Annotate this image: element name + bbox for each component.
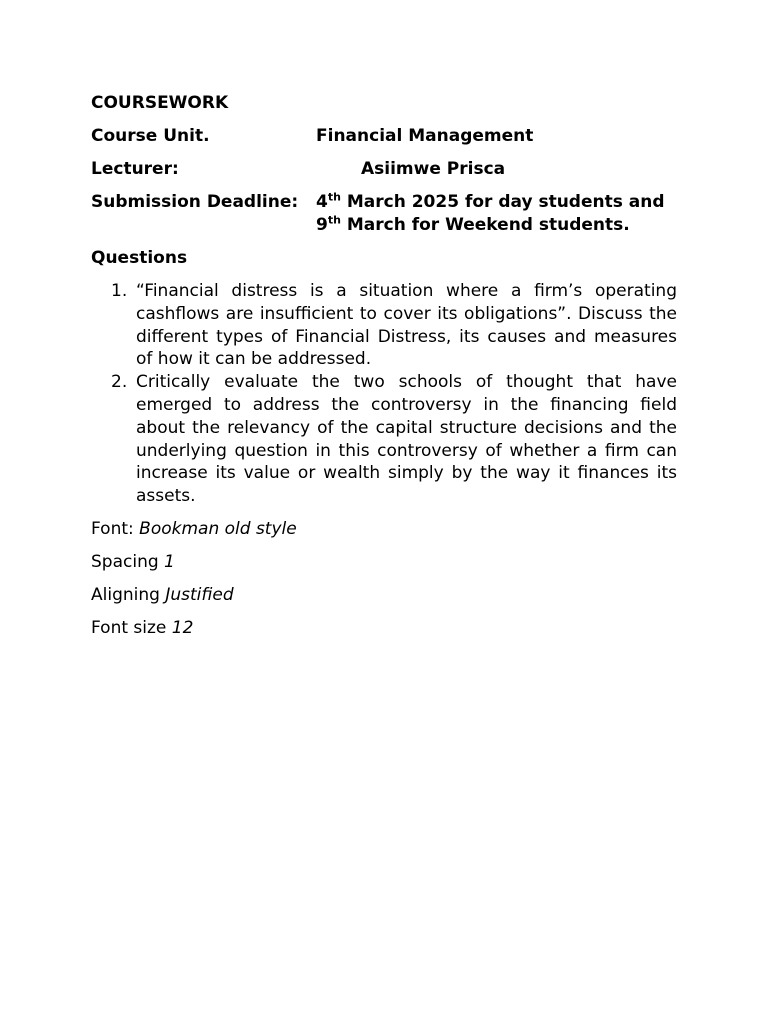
format-font-size-value: 12 (171, 617, 194, 638)
deadline-row (91, 191, 677, 237)
lecturer-label: Lecturer: (91, 159, 179, 179)
lecturer-row (91, 158, 677, 181)
format-spacing-label: Spacing (91, 551, 165, 572)
deadline-day-text: March 2025 for day students and (340, 192, 665, 212)
format-alignment (91, 584, 677, 607)
question-item (91, 371, 677, 508)
format-font-value: Bookman old style (139, 518, 297, 539)
lecturer-value: Asiimwe Prisca (361, 159, 506, 179)
format-alignment-label: Aligning (91, 584, 166, 605)
questions-list (91, 280, 677, 508)
course-unit-value: Financial Management (316, 126, 534, 146)
deadline-day-date: 4 (316, 192, 328, 212)
question-number: 2. (111, 372, 128, 393)
format-font-label: Font: (91, 518, 140, 539)
format-spacing-value: 1 (164, 551, 175, 572)
question-text: “Financial distress is a situation where a firm’s operating cashflows are insufficient to cover its obligations”. Discuss the different types of Financial Distress, its causes and measures of how it can be addressed. (136, 281, 677, 370)
deadline-day-suffix: th (327, 190, 341, 204)
document-title: COURSEWORK (91, 93, 229, 113)
course-unit-label: Course Unit. (91, 126, 210, 146)
format-font-size-label: Font size (91, 617, 172, 638)
question-text: Critically evaluate the two schools of thought that have emerged to address the controversy in the financing field about the relevancy of the capital structure decisions and the underlying question in this controversy of whether a firm can increase its value or wealth simply by the way it finances its assets. (136, 372, 677, 507)
deadline-label: Submission Deadline: (91, 192, 299, 212)
format-font-size (91, 617, 677, 640)
format-alignment-value: Justified (165, 584, 234, 605)
document-page (91, 92, 677, 650)
format-font (91, 518, 677, 541)
question-item (91, 280, 677, 371)
format-spacing (91, 551, 677, 574)
course-unit-row (91, 125, 677, 148)
deadline-weekend-suffix: th (327, 213, 341, 227)
question-number: 1. (111, 281, 128, 301)
deadline-weekend-text: March for Weekend students. (340, 215, 630, 235)
deadline-weekend-date: 9 (316, 215, 328, 235)
deadline-value (316, 191, 677, 237)
questions-heading: Questions (91, 248, 188, 268)
